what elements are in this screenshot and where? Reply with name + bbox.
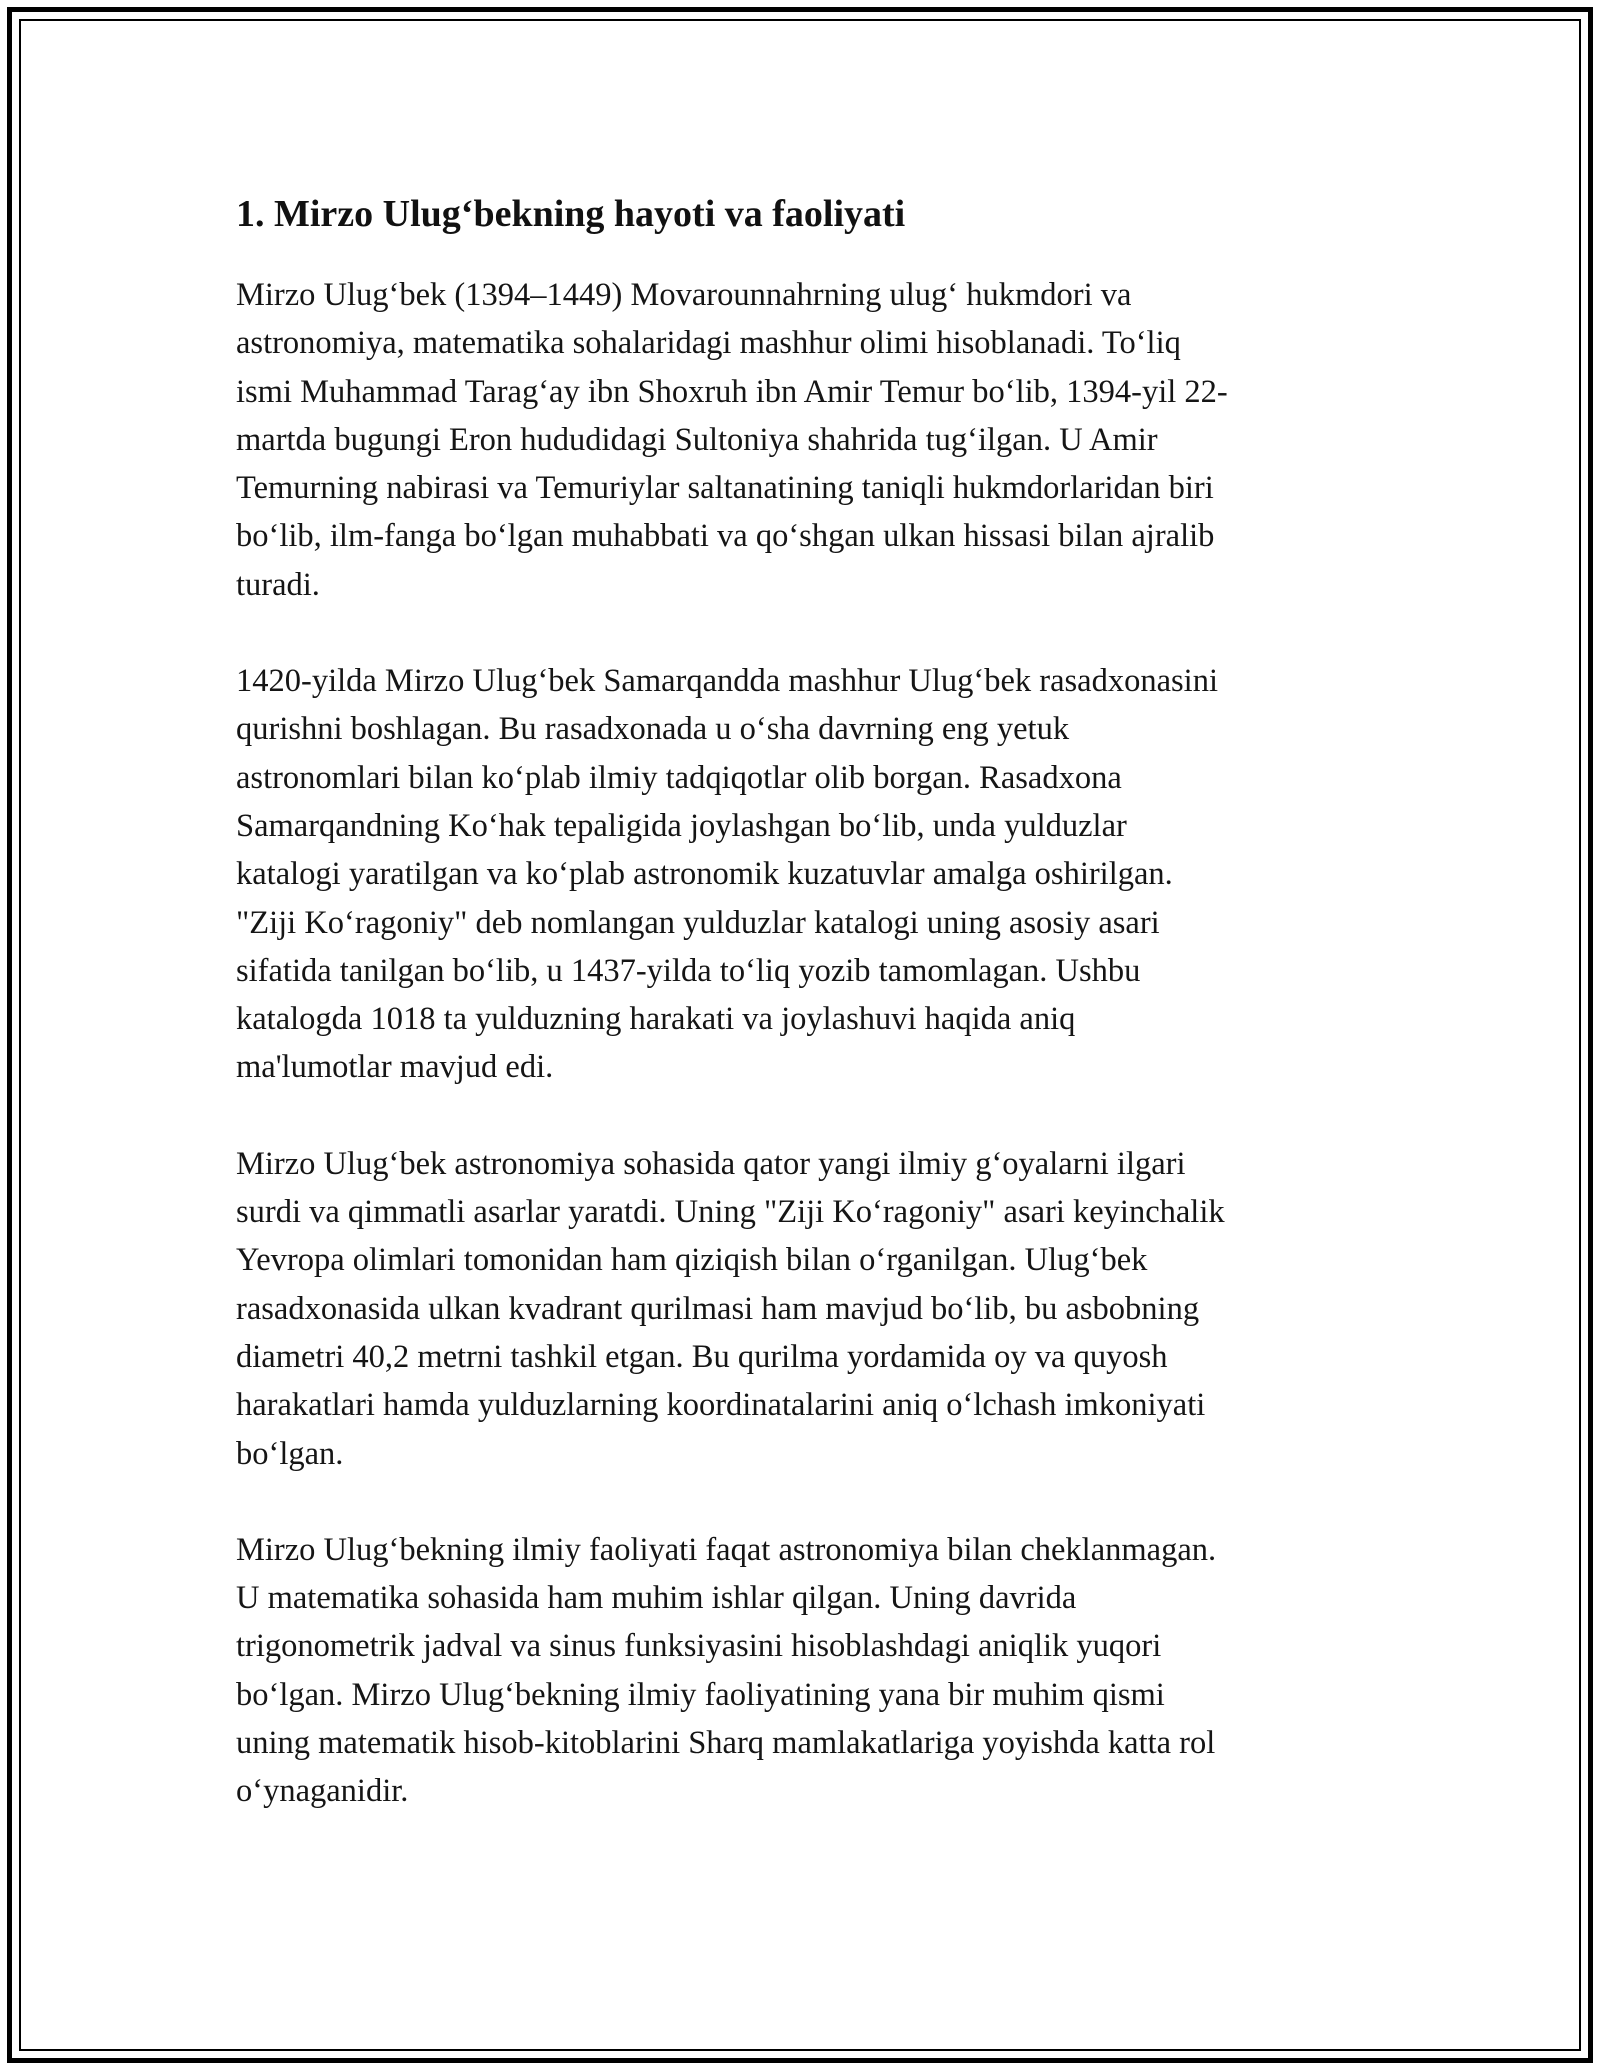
document-title: 1. Mirzo Ulug‘bekning hayoti va faoliyati <box>236 193 906 235</box>
document-body <box>236 190 1356 1864</box>
paragraph-astronomy: Mirzo Ulug‘bek astronomiya sohasida qator yangi ilmiy g‘oyalarni ilgari surdi va qimmatli asarlar yaratdi. Uning "Ziji Ko‘ragoniy" asari keyinchalik Yevropa olimlari tomonidan ham qiziqish bilan o‘rganilgan. Ulug‘bek rasadxonasida ulkan kvadrant qurilmasi ham mavjud bo‘lib, bu asbobning diametri 40,2 metrni tashkil etgan. Bu qurilma yordamida oy va quyosh harakatlari hamda yulduzlarning koordinatalarini aniq o‘lchash imkoniyati bo‘lgan. <box>236 1145 1225 1472</box>
paragraph-observatory: 1420-yilda Mirzo Ulug‘bek Samarqandda mashhur Ulug‘bek rasadxonasini qurishni boshlagan. Bu rasadxonada u o‘sha davrning eng yetuk astronomlari bilan ko‘plab ilmiy tadqiqotlar olib borgan. Rasadxona Samarqandning Ko‘hak tepaligida joylashgan bo‘lib, unda yulduzlar katalogi yaratilgan va ko‘plab astronomik kuzatuvlar amalga oshirilgan. "Ziji Ko‘ragoniy" deb nomlangan yulduzlar katalogi uning asosiy asari sifatida tanilgan bo‘lib, u 1437-yilda to‘liq yozib tamomlagan. Ushbu katalogda 1018 ta yulduzning harakati va joylashuvi haqida aniq ma'lumotlar mavjud edi. <box>236 663 1218 1086</box>
paragraph-mathematics: Mirzo Ulug‘bekning ilmiy faoliyati faqat astronomiya bilan cheklanmagan. U matematika sohasida ham muhim ishlar qilgan. Uning davrida trigonometrik jadval va sinus funksiyasini hisoblashdagi aniqlik yuqori bo‘lgan. Mirzo Ulug‘bekning ilmiy faoliyatining yana bir muhim qismi uning matematik hisob-kitoblarini Sharq mamlakatlariga yoyishda katta rol o‘ynaganidir. <box>236 1531 1217 1810</box>
paragraph-biography: Mirzo Ulug‘bek (1394–1449) Movarounnahrning ulug‘ hukmdori va astronomiya, matematika sohalaridagi mashhur olimi hisoblanadi. To‘liq ismi Muhammad Tarag‘ay ibn Shoxruh ibn Amir Temur bo‘lib, 1394-yil 22- martda bugungi Eron hududidagi Sultoniya shahrida tug‘ilgan. U Amir Temurning nabirasi va Temuriylar saltanatining taniqli hukmdorlaridan biri bo‘lib, ilm-fanga bo‘lgan muhabbati va qo‘shgan ulkan hissasi bilan ajralib turadi. <box>236 277 1228 603</box>
